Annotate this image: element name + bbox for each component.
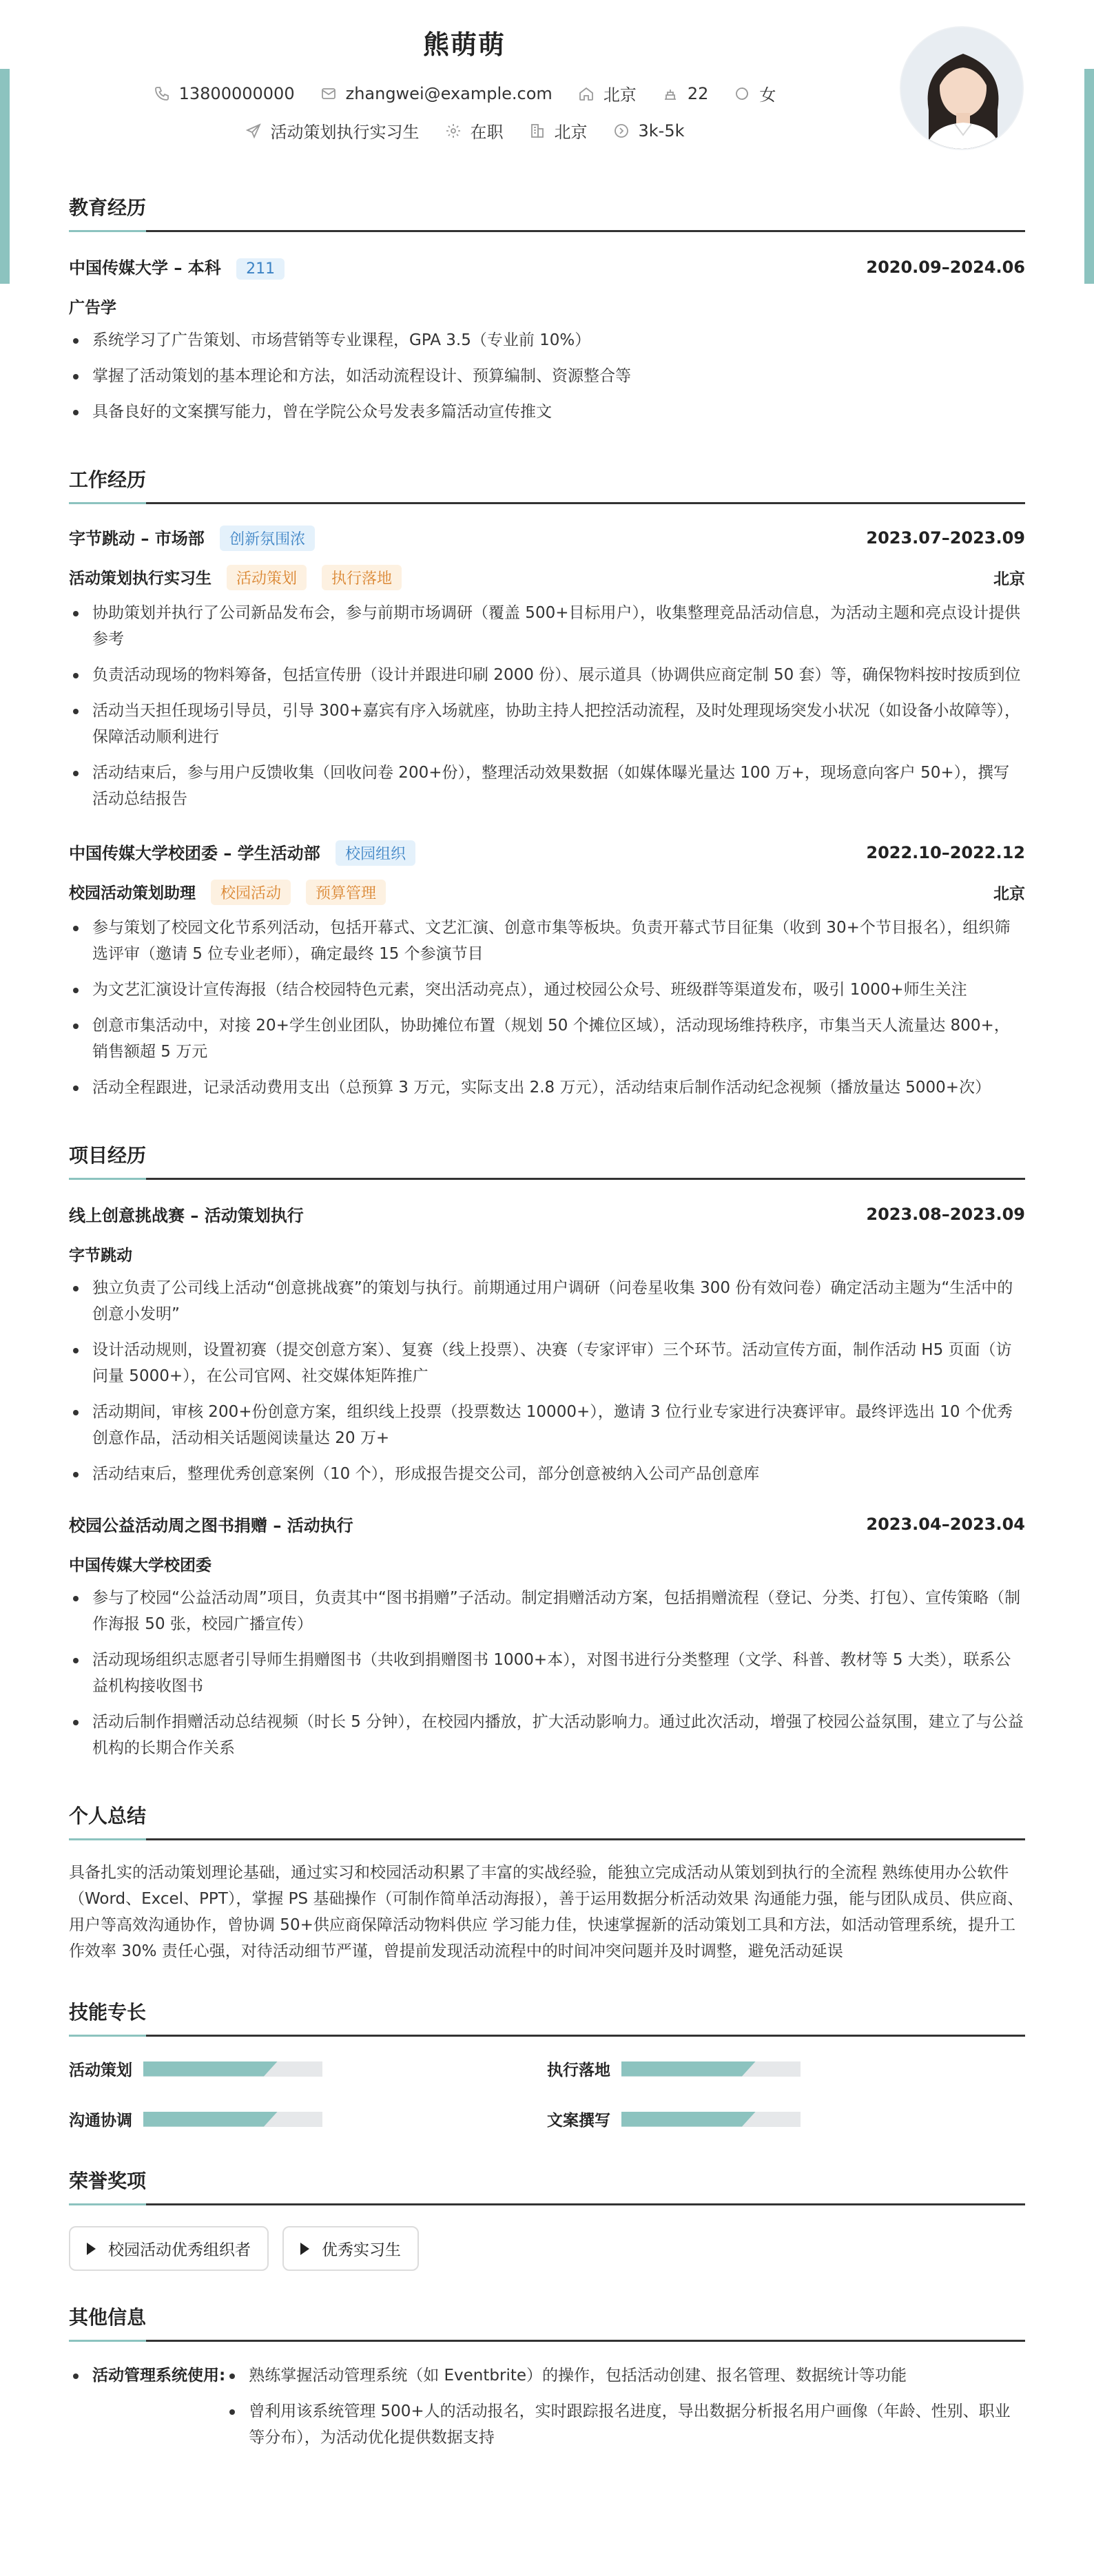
phone-text: 13800000000 xyxy=(178,83,295,103)
skills-grid xyxy=(69,2057,1025,2130)
salary-text: 3k-5k xyxy=(638,121,685,141)
project-org: 字节跳动 xyxy=(69,1247,132,1265)
other-section xyxy=(69,2303,1025,2451)
work-location: 北京 xyxy=(993,885,1025,903)
list-item: 活动当天担任现场引导员，引导 300+嘉宾有序入场就座，协助主持人把控活动流程，及时处理现场突发小状况（如设备小故障等），保障活动顺利进行 xyxy=(69,698,1025,750)
project-org: 中国传媒大学校团委 xyxy=(69,1557,211,1575)
skill-name: 执行落地 xyxy=(547,2061,610,2079)
gear-icon xyxy=(444,122,462,140)
list-item: 曾利用该系统管理 500+人的活动报名，实时跟踪报名进度，导出数据分析报名用户画像（年龄、性别、职业等分布），为活动优化提供数据支持 xyxy=(225,2398,1025,2451)
skill-bar xyxy=(143,2061,322,2077)
role-name: 校园活动策划助理 xyxy=(69,884,196,902)
list-item: 熟练掌握活动管理系统（如 Eventbrite）的操作，包括活动创建、报名管理、数据统计等功能 xyxy=(225,2362,1025,2389)
position-item xyxy=(245,118,420,143)
other-title: 其他信息 xyxy=(69,2303,1025,2342)
age-text: 22 xyxy=(687,83,709,103)
awards-title: 荣誉奖项 xyxy=(69,2166,1025,2205)
age-icon xyxy=(661,85,679,103)
skill-bar xyxy=(621,2112,801,2127)
list-item: 掌握了活动策划的基本理论和方法，如活动流程设计、预算编制、资源整合等 xyxy=(69,363,1025,389)
project-entry-head xyxy=(69,1202,1025,1226)
project-name: 线上创意挑战赛 – 活动策划执行 xyxy=(69,1206,304,1225)
list-item: 活动后制作捐赠活动总结视频（时长 5 分钟），在校园内播放，扩大活动影响力。通过此次活动，增强了校园公益氛围，建立了与公益机构的长期合作关系 xyxy=(69,1709,1025,1761)
salary-item xyxy=(612,121,685,141)
skills-section xyxy=(69,1997,1025,2130)
award-label: 优秀实习生 xyxy=(322,2241,401,2259)
skill-name: 沟通协调 xyxy=(69,2112,132,2130)
gender-item xyxy=(733,81,776,105)
school-tag: 211 xyxy=(236,258,285,280)
left-accent-bar xyxy=(0,69,10,284)
education-entry-head xyxy=(69,254,1025,280)
school-line xyxy=(69,254,285,280)
status-text: 在职 xyxy=(470,123,504,142)
award-label: 校园活动优秀组织者 xyxy=(108,2241,251,2259)
work-date: 2023.07–2023.09 xyxy=(866,528,1025,548)
skill-bar-fill xyxy=(143,2061,278,2077)
skill-name: 文案撰写 xyxy=(547,2112,610,2130)
status-item xyxy=(444,118,504,143)
role-name: 活动策划执行实习生 xyxy=(69,570,211,588)
work-section xyxy=(69,465,1025,1101)
play-triangle-icon xyxy=(87,2243,96,2255)
work-entry-head xyxy=(69,840,1025,866)
city-item xyxy=(577,81,637,105)
gender-text: 女 xyxy=(759,85,776,105)
org-tag: 创新氛围浓 xyxy=(220,526,315,551)
education-section xyxy=(69,193,1025,425)
project-date: 2023.04–2023.04 xyxy=(866,1514,1025,1534)
school-name: 中国传媒大学 – 本科 xyxy=(69,258,221,278)
org-name: 字节跳动 – 市场部 xyxy=(69,529,205,548)
org-line xyxy=(69,525,315,551)
contact-row xyxy=(69,81,860,105)
role-tag: 活动策划 xyxy=(227,565,307,590)
resume-header xyxy=(69,0,1025,179)
list-item: 活动结束后，参与用户反馈收集（回收问卷 200+份），整理活动效果数据（如媒体曝光量达 100 万+，现场意向客户 50+），撰写活动总结报告 xyxy=(69,760,1025,812)
play-triangle-icon xyxy=(300,2243,309,2255)
skill-bar xyxy=(621,2061,801,2077)
email-text: zhangwei@example.com xyxy=(345,83,553,103)
project-bullets xyxy=(69,1585,1025,1761)
education-bullets xyxy=(69,327,1025,425)
city-text: 北京 xyxy=(603,85,637,105)
other-entry xyxy=(69,2362,1025,2451)
summary-text: 具备扎实的活动策划理论基础，通过实习和校园活动积累了丰富的实战经验，能独立完成活动从策划到执行的全流程 熟练使用办公软件（Word、Excel、PPT），掌握 PS 基础操作（可制作简单活动海报），善于运用数据分析活动效果 沟通能力强，能与团队成员、供应商、用户等高效沟通协作，曾协调 50+供应商保障活动物料供应 学习能力佳，快速掌握新的活动策划工具和方法，如活动管理系统，提升工作效率 30% 责任心强，对待活动细节严谨，曾提前发现活动流程中的时间冲突问题并及时调整，避免活动延误 xyxy=(69,1864,1024,1960)
skills-title: 技能专长 xyxy=(69,1997,1025,2037)
work-date: 2022.10–2022.12 xyxy=(866,843,1025,862)
phone-item xyxy=(153,84,295,103)
list-item: 创意市集活动中，对接 20+学生创业团队，协助摊位布置（规划 50 个摊位区域），活动现场维持秩序，市集当天人流量达 800+，销售额超 5 万元 xyxy=(69,1012,1025,1065)
gender-icon xyxy=(733,85,751,103)
projects-title: 项目经历 xyxy=(69,1141,1025,1180)
list-item: 参与策划了校园文化节系列活动，包括开幕式、文艺汇演、创意市集等板块。负责开幕式节目征集（收到 30+个节目报名），组织筛选评审（邀请 5 位专业老师），确定最终 15 个参演节目 xyxy=(69,915,1025,967)
role-tag: 校园活动 xyxy=(211,880,291,905)
awards-section xyxy=(69,2166,1025,2271)
project-date: 2023.08–2023.09 xyxy=(866,1204,1025,1224)
education-date: 2020.09–2024.06 xyxy=(866,257,1025,277)
send-icon xyxy=(245,122,262,140)
skill-item xyxy=(69,2057,547,2080)
projects-section xyxy=(69,1141,1025,1761)
skill-bar xyxy=(143,2112,322,2127)
list-item: 活动全程跟进，记录活动费用支出（总预算 3 万元，实际支出 2.8 万元），活动结束后制作活动纪念视频（播放量达 5000+次） xyxy=(69,1074,1025,1101)
project-org-line xyxy=(69,1552,1025,1575)
project-org-line xyxy=(69,1243,1025,1265)
org-line xyxy=(69,840,415,866)
education-title: 教育经历 xyxy=(69,193,1025,232)
project-bullets xyxy=(69,1275,1025,1487)
list-item: 活动期间，审核 200+份创意方案，组织线上投票（投票数达 10000+），邀请 3 位行业专家进行决赛评审。最终评选出 10 个优秀创意作品，活动相关话题阅读量达 20 万+ xyxy=(69,1399,1025,1451)
list-item: 设计活动规则，设置初赛（提交创意方案）、复赛（线上投票）、决赛（专家评审）三个环节。活动宣传方面，制作活动 H5 页面（访问量 5000+），在公司官网、社交媒体矩阵推广 xyxy=(69,1337,1025,1389)
major-line xyxy=(69,295,1025,318)
skill-bar-fill xyxy=(621,2112,756,2127)
work-title: 工作经历 xyxy=(69,465,1025,504)
building-icon xyxy=(528,122,546,140)
list-item: 独立负责了公司线上活动“创意挑战赛”的策划与执行。前期通过用户调研（问卷星收集 300 份有效问卷）确定活动主题为“生活中的创意小发明” xyxy=(69,1275,1025,1327)
work-bullets xyxy=(69,600,1025,812)
list-item: 负责活动现场的物料筹备，包括宣传册（设计并跟进印刷 2000 份）、展示道具（协调供应商定制 50 套）等，确保物料按时按质到位 xyxy=(69,662,1025,688)
skill-item xyxy=(547,2057,1025,2080)
right-accent-bar xyxy=(1084,69,1094,284)
resume-page xyxy=(69,0,1025,2451)
award-chip xyxy=(69,2226,269,2271)
candidate-name: 熊萌萌 xyxy=(422,30,506,60)
org-tag: 校园组织 xyxy=(336,840,415,866)
summary-section xyxy=(69,1801,1025,1964)
other-label: 活动管理系统使用: xyxy=(69,2362,225,2451)
role-line xyxy=(69,565,1025,590)
role-tag: 执行落地 xyxy=(322,565,402,590)
skill-name: 活动策划 xyxy=(69,2061,132,2079)
skill-bar-fill xyxy=(143,2112,278,2127)
money-icon xyxy=(612,122,630,140)
work-bullets xyxy=(69,915,1025,1101)
list-item: 活动结束后，整理优秀创意案例（10 个），形成报告提交公司，部分创意被纳入公司产品创意库 xyxy=(69,1461,1025,1487)
org-name: 中国传媒大学校团委 – 学生活动部 xyxy=(69,844,320,863)
list-item: 系统学习了广告策划、市场营销等专业课程，GPA 3.5（专业前 10%） xyxy=(69,327,1025,353)
project-entry-head xyxy=(69,1512,1025,1536)
list-item: 协助策划并执行了公司新品发布会，参与前期市场调研（覆盖 500+目标用户），收集整理竞品活动信息，为活动主题和亮点设计提供参考 xyxy=(69,600,1025,652)
award-chip xyxy=(282,2226,419,2271)
job-intent-row xyxy=(69,118,860,143)
list-item: 具备良好的文案撰写能力，曾在学院公众号发表多篇活动宣传推文 xyxy=(69,399,1025,425)
skill-bar-fill xyxy=(621,2061,756,2077)
avatar-portrait xyxy=(901,28,1024,150)
avatar xyxy=(900,26,1024,150)
list-item: 参与了校园“公益活动周”项目，负责其中“图书捐赠”子活动。制定捐赠活动方案，包括捐赠流程（登记、分类、打包）、宣传策略（制作海报 50 张，校园广播宣传） xyxy=(69,1585,1025,1637)
role-tag: 预算管理 xyxy=(306,880,386,905)
list-item: 活动现场组织志愿者引导师生捐赠图书（共收到捐赠图书 1000+本），对图书进行分类整理（文学、科普、教材等 5 大类），联系公益机构接收图书 xyxy=(69,1647,1025,1699)
email-item xyxy=(320,84,553,103)
skill-item xyxy=(69,2108,547,2130)
project-name: 校园公益活动周之图书捐赠 – 活动执行 xyxy=(69,1516,353,1535)
home-icon xyxy=(577,85,595,103)
mail-icon xyxy=(320,85,338,103)
work-location: 北京 xyxy=(993,570,1025,588)
skill-item xyxy=(547,2108,1025,2130)
target-city-text: 北京 xyxy=(554,123,588,142)
age-item xyxy=(661,84,709,103)
summary-title: 个人总结 xyxy=(69,1801,1025,1840)
work-entry-head xyxy=(69,525,1025,551)
phone-icon xyxy=(153,85,171,103)
awards-list xyxy=(69,2226,1025,2271)
role-line xyxy=(69,880,1025,905)
list-item: 为文艺汇演设计宣传海报（结合校园特色元素，突出活动亮点），通过校园公众号、班级群等渠道发布，吸引 1000+师生关注 xyxy=(69,977,1025,1003)
target-city-item xyxy=(528,118,588,143)
position-text: 活动策划执行实习生 xyxy=(270,123,420,142)
other-bullets xyxy=(225,2362,1025,2451)
major-name: 广告学 xyxy=(69,299,116,317)
